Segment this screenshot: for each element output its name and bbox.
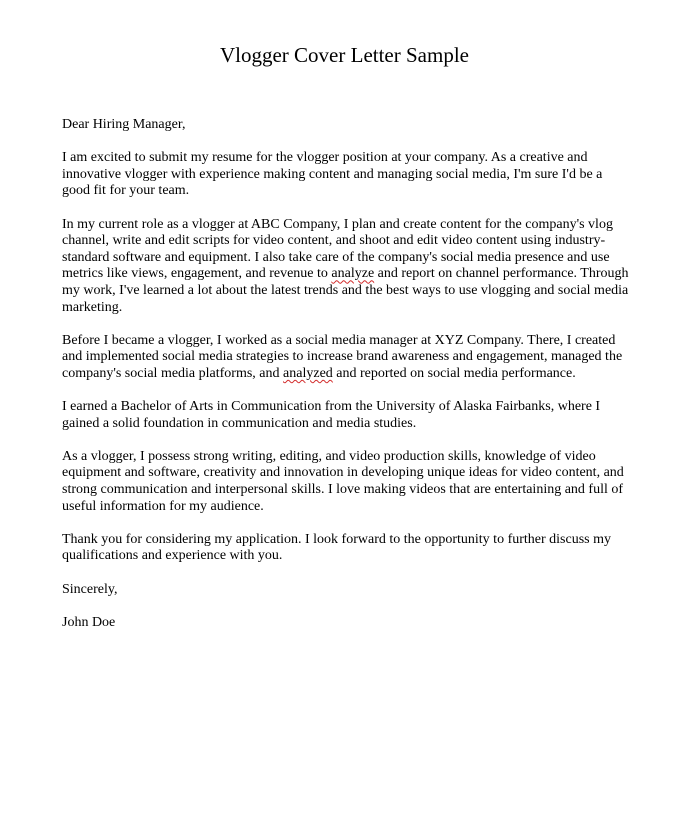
page-title: Vlogger Cover Letter Sample <box>219 43 469 67</box>
salutation: Dear Hiring Manager, <box>62 117 186 132</box>
paragraph-previous-role <box>62 333 632 383</box>
paragraph-previous-role-text-1: Before I became a vlogger, I worked as a social media manager at XYZ Company. There, I created and implemented social media strategies to increase brand awareness and engagement, managed the company's social media platforms, and <box>62 332 623 381</box>
closing: Sincerely, <box>62 581 118 597</box>
spellcheck-flagged-word[interactable]: analyze <box>331 266 375 282</box>
paragraph-current-role <box>62 217 632 317</box>
spellcheck-flagged-word[interactable]: analyzed <box>283 365 333 381</box>
signature-name: John Doe <box>62 614 116 630</box>
paragraph-education: I earned a Bachelor of Arts in Communication from the University of Alaska Fairbanks, where I gained a solid foundation in communication and media studies. <box>62 399 601 431</box>
paragraph-intro: I am excited to submit my resume for the vlogger position at your company. As a creative and innovative vlogger with experience making content and managing social media, I'm sure I'd be a good fit for your team. <box>62 150 603 199</box>
paragraph-previous-role-text-2: and reported on social media performance. <box>336 365 576 381</box>
paragraph-closing-remarks: Thank you for considering my application. I look forward to the opportunity to further discuss my qualifications and experience with you. <box>62 531 612 564</box>
paragraph-current-role-text-2: and report on channel performance. Through my work, I've learned a lot about the latest trends and the best ways to use vlogging and social media marketing. <box>62 266 629 315</box>
paragraph-skills: As a vlogger, I possess strong writing, editing, and video production skills, knowledge of video equipment and software, creativity and innovation in developing unique ideas for video content, and strong communication and interpersonal skills. I love making videos that are entertaining and full of useful information for my audience. <box>62 448 624 514</box>
letter-body <box>62 117 632 648</box>
paragraph-current-role-text-1: In my current role as a vlogger at ABC Company, I plan and create content for the company's vlog channel, write and edit scripts for video content, and shoot and edit video content using industry-standard software and equipment. I also take care of the company's social media presence and use metrics like views, engagement, and revenue to <box>62 216 613 282</box>
